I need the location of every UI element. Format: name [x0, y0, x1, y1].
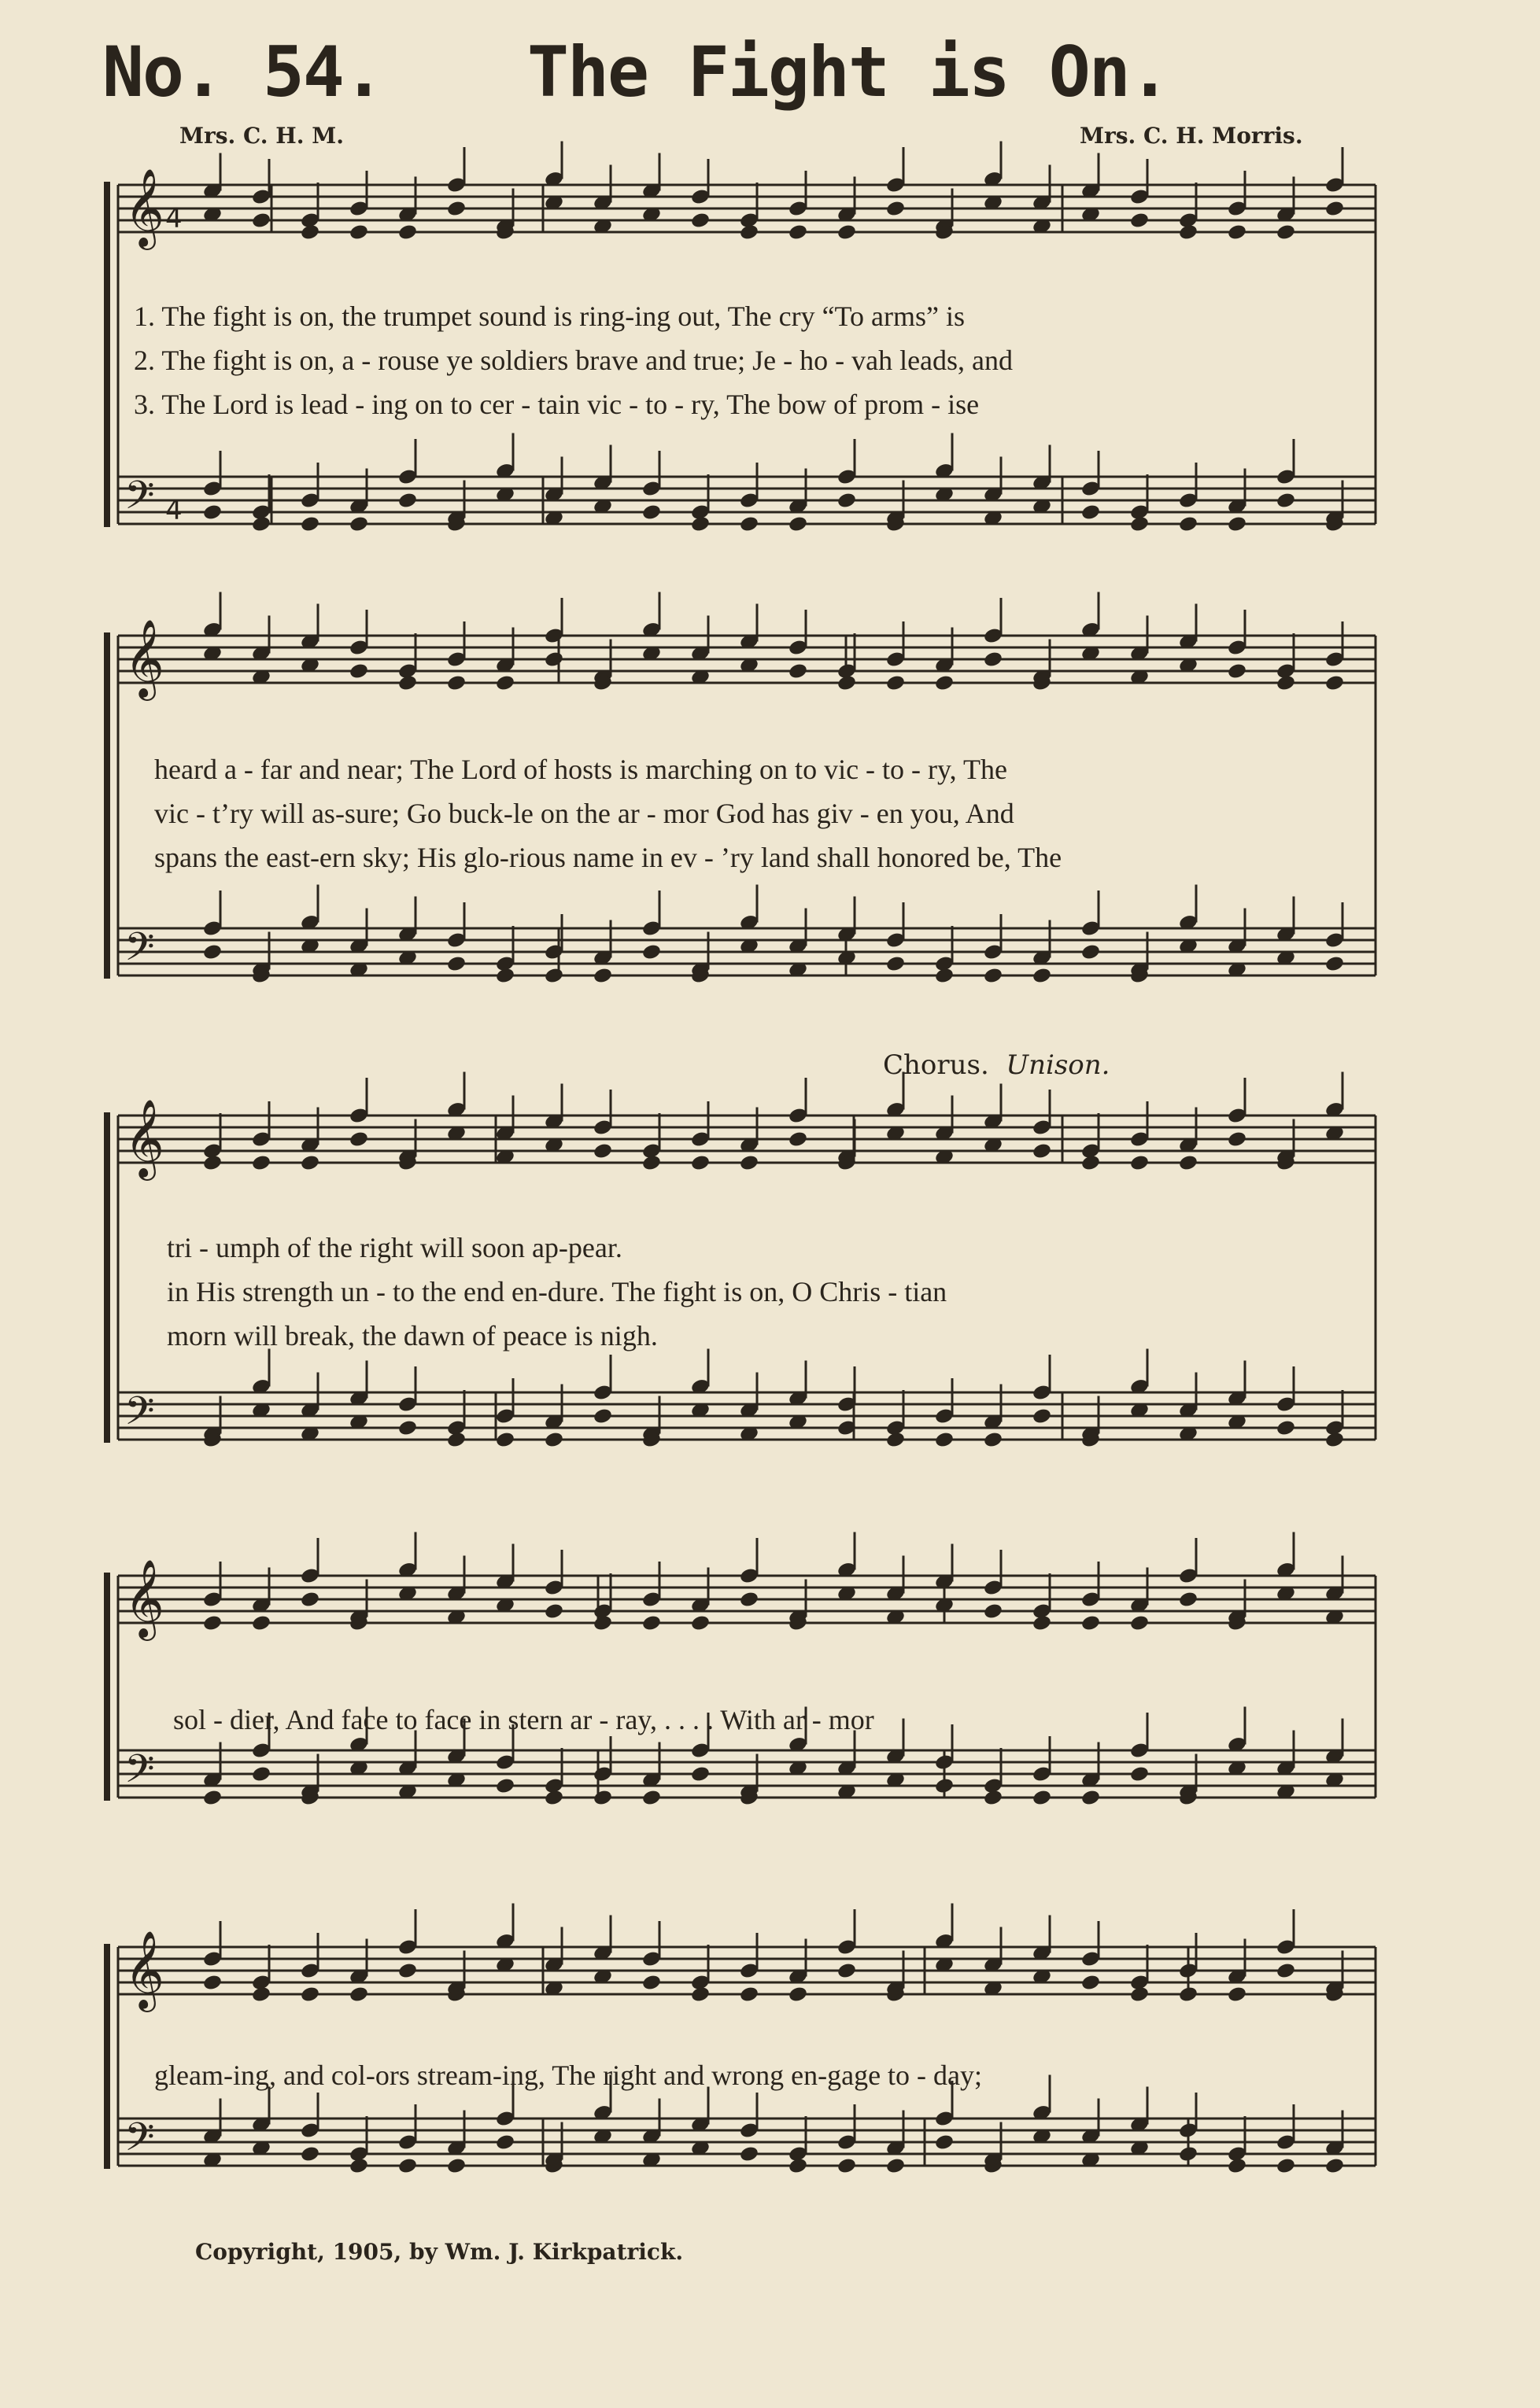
note-head [836, 674, 857, 692]
treble-clef-icon: 𝄞 [124, 168, 164, 247]
note-head [349, 515, 369, 533]
note-head [641, 1614, 662, 1632]
note-head [397, 223, 418, 242]
note-head [934, 1777, 955, 1795]
note-head [202, 1789, 223, 1807]
note-head [641, 1154, 662, 1172]
lyrics-system-1 [134, 294, 1346, 426]
note-head [885, 955, 906, 973]
note-head [1129, 1986, 1150, 2004]
hymn-number: No. 54. [102, 31, 383, 112]
note-head [495, 2133, 515, 2152]
note-head [739, 223, 759, 242]
note-head [1227, 515, 1247, 533]
note-head [495, 1777, 515, 1795]
note-head [349, 1130, 369, 1149]
note-head [1324, 674, 1345, 692]
note-head [544, 1789, 564, 1807]
lyric-line: morn will break, the dawn of peace is nigh. [167, 1320, 658, 1352]
note-head [495, 967, 515, 985]
note-head [690, 1986, 711, 2004]
note-head [544, 651, 564, 669]
note-head [446, 1431, 467, 1449]
note-head [593, 1789, 613, 1807]
music-credit: Mrs. C. H. Morris. [1080, 123, 1303, 149]
note-head [1324, 200, 1345, 218]
treble-clef-icon: 𝄞 [124, 1930, 164, 2009]
chorus-label-text: Chorus. [883, 1049, 989, 1081]
treble-clef-icon: 𝄞 [124, 1559, 164, 1638]
note-head [788, 662, 808, 680]
note-head [1129, 212, 1150, 230]
note-head [1276, 2157, 1296, 2175]
note-head [397, 1419, 418, 1437]
note-head [251, 212, 271, 230]
note-head [690, 1765, 711, 1783]
note-head [1129, 1765, 1150, 1783]
lyric-line: vic - t’ry will as-sure; Go buck-le on the ar - mor God has giv - en you, And [154, 798, 1014, 829]
note-head [544, 967, 564, 985]
note-head [544, 1602, 564, 1621]
note-head [1032, 1614, 1052, 1632]
note-head [349, 2157, 369, 2175]
note-head [1276, 492, 1296, 510]
note-head [1080, 1789, 1101, 1807]
copyright-notice: Copyright, 1905, by Wm. J. Kirkpatrick. [195, 2239, 684, 2265]
note-head [544, 1431, 564, 1449]
note-head [202, 943, 223, 961]
lyric-line: 2. The fight is on, a - rouse ye soldiers brave and true; Je - ho - vah leads, and [134, 345, 1014, 376]
note-head [739, 515, 759, 533]
note-head [593, 1142, 613, 1160]
note-head [300, 1986, 320, 2004]
treble-clef-icon: 𝄞 [124, 1099, 164, 1178]
note-head [1032, 1789, 1052, 1807]
note-head [1032, 1407, 1052, 1425]
note-head [300, 515, 320, 533]
note-head [788, 1130, 808, 1149]
note-head [251, 1765, 271, 1783]
note-head [641, 1974, 662, 1992]
note-head [446, 955, 467, 973]
time-signature: 4 [165, 495, 183, 526]
note-head [983, 1431, 1003, 1449]
note-head [202, 503, 223, 522]
note-head [495, 1431, 515, 1449]
note-head [1276, 1962, 1296, 1980]
note-head [1227, 2157, 1247, 2175]
note-head [1324, 955, 1345, 973]
note-head [397, 1962, 418, 1980]
note-head [202, 1154, 223, 1172]
note-head [251, 515, 271, 533]
lyric-line: 1. The fight is on, the trumpet sound is ring-ing out, The cry “To arms” is [134, 301, 965, 332]
note-head [1129, 1614, 1150, 1632]
lyrics-system-5 [154, 2053, 1366, 2097]
note-head [739, 2145, 759, 2163]
lyric-line: tri - umph of the right will soon ap-pear. [167, 1232, 622, 1263]
note-head [397, 2157, 418, 2175]
note-head [593, 967, 613, 985]
lyrics-system-4 [173, 1698, 1385, 1742]
note-head [934, 674, 955, 692]
note-head [1227, 1130, 1247, 1149]
note-head [1178, 1591, 1198, 1609]
note-head [690, 1154, 711, 1172]
note-head [1032, 1142, 1052, 1160]
note-head [397, 674, 418, 692]
note-head [446, 200, 467, 218]
note-head [300, 223, 320, 242]
bass-clef-icon: 𝄢 [124, 2115, 155, 2170]
note-head [1080, 1974, 1101, 1992]
note-head [202, 1614, 223, 1632]
note-head [690, 1614, 711, 1632]
note-head [983, 1602, 1003, 1621]
words-credit: Mrs. C. H. M. [179, 123, 344, 149]
note-head [885, 200, 906, 218]
bass-clef-icon: 𝄢 [124, 924, 155, 979]
note-head [495, 674, 515, 692]
note-head [349, 1986, 369, 2004]
note-head [788, 515, 808, 533]
note-head [1129, 515, 1150, 533]
chorus-style-text: Unison. [1006, 1049, 1110, 1081]
lyric-line: sol - dier, And face to face in stern ar - ray, . . . . With ar - mor [173, 1704, 874, 1735]
note-head [300, 1591, 320, 1609]
note-head [1324, 1431, 1345, 1449]
lyric-line: gleam-ing, and col-ors stream-ing, The right and wrong en-gage to - day; [154, 2060, 983, 2091]
note-head [397, 492, 418, 510]
note-head [1080, 1614, 1101, 1632]
note-head [690, 515, 711, 533]
note-head [1324, 2157, 1345, 2175]
note-head [690, 212, 711, 230]
note-head [885, 1431, 906, 1449]
note-head [251, 1154, 271, 1172]
note-head [1276, 674, 1296, 692]
note-head [1178, 515, 1198, 533]
note-head [349, 662, 369, 680]
note-head [739, 1154, 759, 1172]
note-head [739, 1986, 759, 2004]
bass-clef-icon: 𝄢 [124, 1388, 155, 1444]
note-head [300, 2145, 320, 2163]
time-signature: 4 [165, 203, 183, 234]
lyric-line: spans the east-ern sky; His glo-rious name in ev - ’ry land shall honored be, The [154, 842, 1062, 873]
note-head [1227, 223, 1247, 242]
note-head [836, 2157, 857, 2175]
note-head [1178, 2145, 1198, 2163]
lyric-line: 3. The Lord is lead - ing on to cer - tain vic - to - ry, The bow of prom - ise [134, 389, 980, 420]
note-head [1227, 1986, 1247, 2004]
note-head [300, 1154, 320, 1172]
note-head [739, 1591, 759, 1609]
note-head [1276, 1419, 1296, 1437]
note-head [251, 1986, 271, 2004]
note-head [1178, 1154, 1198, 1172]
note-head [641, 1789, 662, 1807]
note-head [934, 1431, 955, 1449]
note-head [934, 2133, 955, 2152]
note-head [641, 943, 662, 961]
note-head [983, 651, 1003, 669]
note-head [836, 492, 857, 510]
bass-clef-icon: 𝄢 [124, 1746, 155, 1801]
note-head [1178, 223, 1198, 242]
note-head [593, 1407, 613, 1425]
treble-clef-icon: 𝄞 [124, 619, 164, 698]
note-head [983, 1789, 1003, 1807]
note-head [885, 2157, 906, 2175]
chorus-label [883, 1049, 1110, 1081]
note-head [1080, 1154, 1101, 1172]
note-head [593, 1614, 613, 1632]
note-head [836, 223, 857, 242]
note-head [1276, 223, 1296, 242]
note-head [788, 223, 808, 242]
lyric-line: in His strength un - to the end en-dure. The fight is on, O Chris - tian [167, 1276, 947, 1307]
note-head [788, 2157, 808, 2175]
note-head [885, 674, 906, 692]
lyrics-system-2 [154, 747, 1366, 879]
note-head [1080, 943, 1101, 961]
note-head [202, 1974, 223, 1992]
hymn-title: The Fight is On. [527, 31, 1169, 112]
note-head [1129, 1154, 1150, 1172]
lyric-line: heard a - far and near; The Lord of hosts is marching on to vic - to - ry, The [154, 754, 1007, 785]
note-head [1080, 503, 1101, 522]
note-head [1032, 967, 1052, 985]
lyrics-system-3 [167, 1226, 1379, 1358]
note-head [788, 1986, 808, 2004]
note-head [349, 223, 369, 242]
note-head [446, 2157, 467, 2175]
note-head [251, 1614, 271, 1632]
bass-clef-icon: 𝄢 [124, 473, 155, 528]
note-head [1178, 1986, 1198, 2004]
note-head [934, 967, 955, 985]
note-head [641, 503, 662, 522]
note-head [446, 674, 467, 692]
note-head [1227, 662, 1247, 680]
note-head [983, 967, 1003, 985]
note-head [836, 1962, 857, 1980]
